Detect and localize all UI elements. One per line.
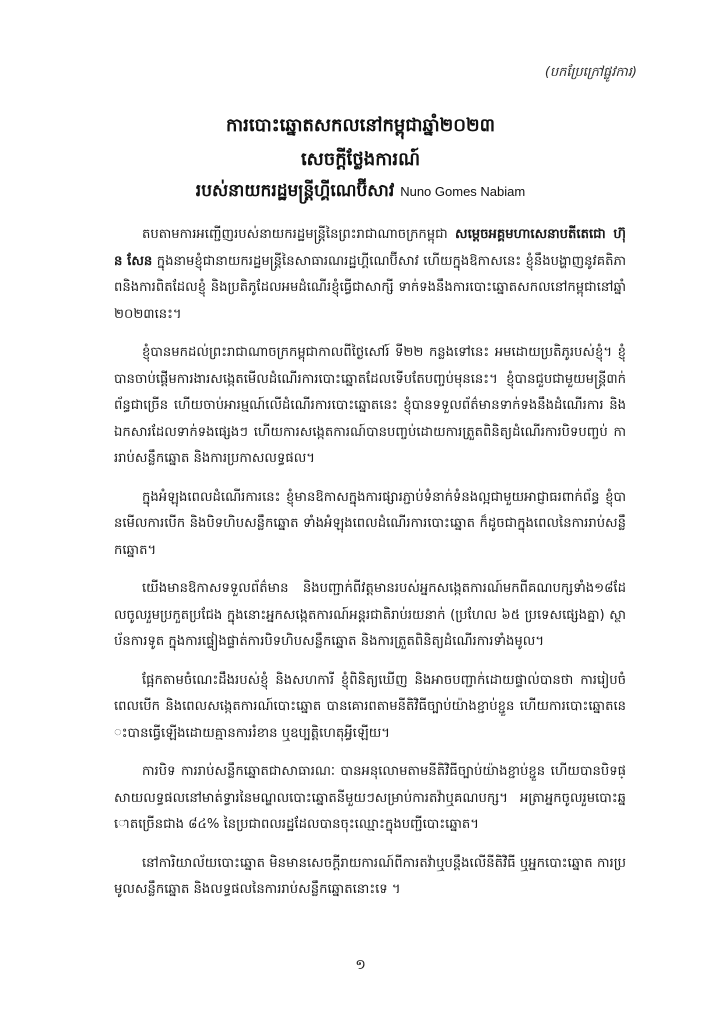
document-subtitle: សេចក្តីថ្លែងការណ៍ <box>300 149 421 170</box>
paragraph-2: ខ្ញុំបានមកដល់ព្រះរាជាណាចក្រកម្ពុជាកាលពីថ្ងៃសៅរ៍ ទី២២ កន្លងទៅនេះ អមដោយប្រតិភូរបស់ខ្ញុំ។ ខ្ញុំបានចាប់ផ្តើមការងារសង្កេតមើលដំណើរការបោះឆ្នោតដែលទើបតែបញ្ចប់មុននេះ។ ខ្ញុំបានជួបជាមួយមន្ត្រី៣ក់ព័ន្ធជាច្រើន ហើយចាប់អារម្មណ៍លើដំណើរការបោះឆ្នោតនេះ ខ្ញុំបានទទួលព័ត៌មានទាក់ទងនឹងដំណើរការ និងឯកសារដែលទាក់ទងផ្សេងៗ ហើយការសង្កេតការណ៍បានបញ្ចប់ដោយការត្រួតពិនិត្យដំណើរការបិទបញ្ចប់ ការរាប់សន្លឹកឆ្នោត និងការប្រកាសលទ្ធផល។ <box>114 345 626 466</box>
paragraph-1 <box>114 222 626 328</box>
paragraph-1-lead: តបតាមការអញ្ជើញរបស់នាយករដ្ឋមន្ត្រីនៃព្រះរាជាណាចក្រកម្ពុជា <box>142 227 456 242</box>
paragraph-4: យើងមានឱកាសទទួលព័ត៌មាន និងបញ្ជាក់ពីវត្តមានរបស់អ្នកសង្កេតការណ៍មកពីគណបក្សទាំង១៨ដែលចូលរួមប្រកួតប្រជែង ក្នុងនោះអ្នកសង្កេតការណ៍អន្តរជាតិរាប់រយនាក់ (ប្រហែល ៦៥ ប្រទេសផ្សេងគ្នា) ស្ថាប័នការទូត ក្នុងការផ្ទៀងផ្ទាត់ការបិទហិបសន្លឹកឆ្នោត និងការត្រួតពិនិត្យដំណើរការទាំងមូល។ <box>114 581 626 649</box>
paragraph-1-rest: ក្នុងនាមខ្ញុំជានាយករដ្ឋមន្ត្រីនៃសាធារណរដ្ឋហ្គីណេប៊ីសាវ ហើយក្នុងឱកាសនេះ ខ្ញុំនឹងបង្ហាញនូវគតិភាពនិងការពិតដែលខ្ញុំ និងប្រតិភូដែលអមដំណើរខ្ញុំធ្វើជាសាក្សី ទាក់ទងនឹងការបោះឆ្នោតសកលនៅកម្ពុជានៅឆ្នាំ២០២៣នេះ។ <box>114 253 626 322</box>
paragraph-7: នៅការិយាល័យបោះឆ្នោត មិនមានសេចក្តីរាយការណ៍ពីការតវ៉ាឬបន្តឹងលើនីតិវិធី ឬអ្នកបោះឆ្នោត ការប្រមូលសន្លឹកឆ្នោត និងលទ្ធផលនៃការរាប់សន្លឹកឆ្នោតនោះទេ ។ <box>114 855 626 897</box>
author-name-latin: Nuno Gomes Nabiam <box>400 184 526 199</box>
translation-note: (បកប្រែក្រៅផ្លូវការ) <box>544 65 637 80</box>
document-body <box>114 222 626 916</box>
page-number: ១ <box>355 957 366 973</box>
document-title: ការបោះឆ្នោតសកលនៅកម្ពុជាឆ្នាំ២០២៣ <box>226 115 495 136</box>
paragraph-5: ផ្អែកតាមចំណេះដឹងរបស់ខ្ញុំ និងសហការី ខ្ញុំពិនិត្យឃើញ និងអាចបញ្ជាក់ដោយផ្ទាល់បានថា ការរៀបចំ ពេលបើក និងពេលសង្កេតការណ៍បោះឆ្នោត បានគោរពតាមនីតិវិធីច្បាប់យ៉ាងខ្ជាប់ខ្ជួន ហើយការបោះឆ្នោតនេះបានធ្វើឡើងដោយគ្មានការរំខាន ឬឧប្បត្តិហេតុអ្វីឡើយ។ <box>114 672 626 741</box>
document-author-line <box>0 180 721 205</box>
paragraph-1-bold-name: សម្តេចអគ្គមហាសេនាបតីតេជោ ហ៊ុន សែន <box>114 227 626 269</box>
paragraph-3: ក្នុងអំឡុងពេលដំណើរការនេះ ខ្ញុំមានឱកាសក្នុងការផ្សារភ្ជាប់ទំនាក់ទំនងល្អជាមួយអាជ្ញាធរពាក់ព័ន្ធ ខ្ញុំបានមើលការបើក និងបិទហិបសន្លឹកឆ្នោត ទាំងអំឡុងពេលដំណើរការបោះឆ្នោត ក៏ដូចជាក្នុងពេលនៃការរាប់សន្លឹកឆ្នោត។ <box>114 489 626 558</box>
author-line-khmer: របស់នាយករដ្ឋមន្ត្រីហ្គីណេប៊ីសាវ <box>195 181 395 201</box>
paragraph-6: ការបិទ ការរាប់សន្លឹកឆ្នោតជាសាធារណៈ បានអនុលោមតាមនីតិវិធីច្បាប់យ៉ាងខ្ជាប់ខ្ជួន ហើយបានបិទផ្សាយលទ្ធផលនៅមាត់ទ្វារនៃមណ្ឌលបោះឆ្នោតនីមួយៗសម្រាប់ការតវ៉ាឬគណបក្ស។ អត្រាអ្នកចូលរួមបោះឆ្នោតច្រើនជាង ៨៤% នៃប្រជាពលរដ្ឋដែលបានចុះឈ្មោះក្នុងបញ្ជីបោះឆ្នោត។ <box>114 764 626 832</box>
